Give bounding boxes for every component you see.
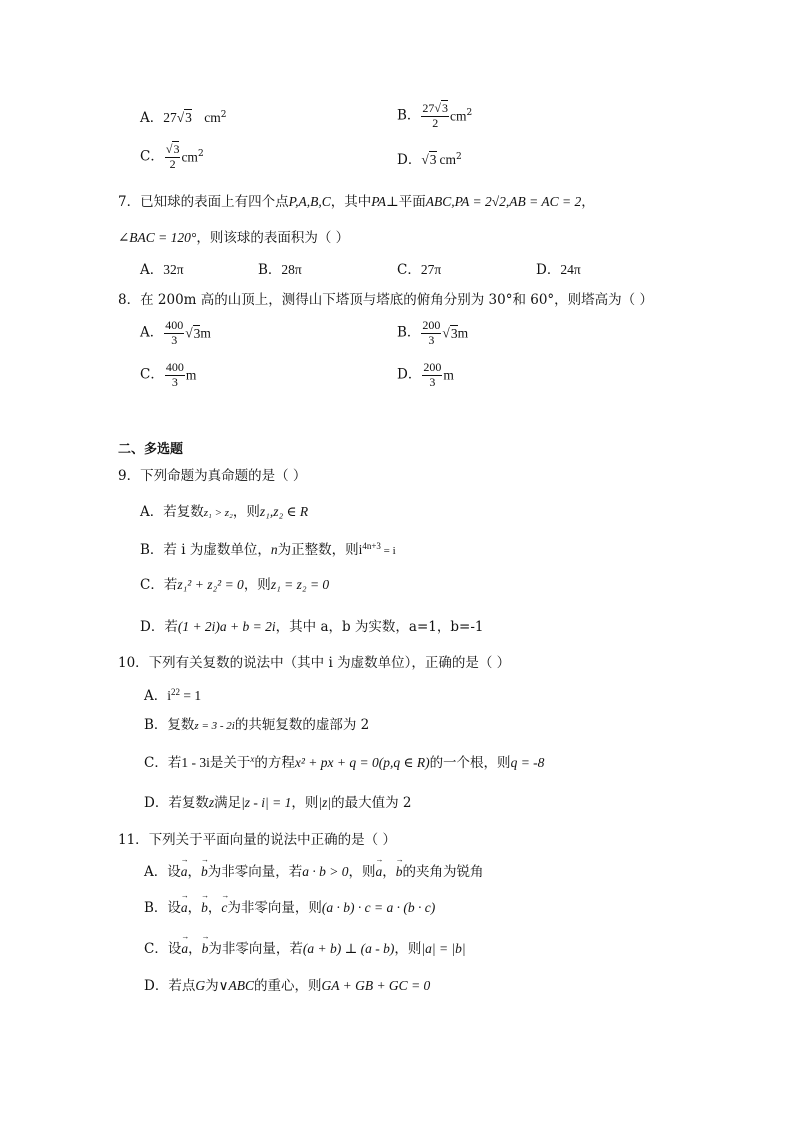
option-text: ，则 — [291, 795, 319, 811]
stem-text: 在 200m 高的山顶上，测得山下塔顶与塔底的俯角分别为 30°和 60°，则塔高为（ ） — [140, 292, 653, 308]
math-expr: q = -8 — [510, 755, 545, 770]
option-label: D． — [397, 152, 422, 168]
radicand: 3 — [450, 325, 458, 341]
denominator: 2 — [432, 115, 439, 130]
option-label: A． — [140, 504, 164, 520]
denominator: 2 — [169, 156, 176, 171]
stem-text: 下列关于平面向量的说法中正确的是（ ） — [148, 832, 396, 848]
option-value: 32π — [163, 262, 184, 277]
fraction: $\frac{27√3}{2}$ — [422, 101, 449, 130]
exponent: 2 — [197, 148, 204, 159]
vector-a: → a — [181, 901, 188, 915]
option-text: 的共轭复数的虚部为 2 — [234, 717, 370, 733]
question-number: 9． — [118, 468, 141, 484]
q9-option-d — [140, 620, 483, 635]
exponent: 2 — [456, 152, 462, 162]
exponent: 2 — [220, 110, 227, 120]
stem-text: 下列有关复数的说法中（其中 i 为虚数单位），正确的是（ ） — [148, 655, 511, 671]
vector-b: → b — [201, 865, 208, 879]
q8-option-a: A． $\frac{400}{3}$ √3m — [140, 318, 211, 347]
math-expr: z₁ = z₂ = 0 — [270, 577, 330, 592]
option-text: ，其中 a，b 为实数，a=1，b=-1 — [275, 619, 484, 635]
unit: m — [185, 367, 197, 383]
math-expr: (a · b) · c = a · (b · c) — [321, 900, 436, 915]
math-expr: z₁,z₂ ∈ R — [259, 504, 309, 519]
denominator: 3 — [428, 332, 435, 347]
math-expr: |a| = |b| — [421, 941, 466, 956]
option-text: ， — [187, 900, 202, 916]
option-text: 满足 — [214, 795, 242, 811]
option-text: 为非零向量，若 — [207, 864, 303, 880]
math-expr: 1 - 3i — [181, 755, 210, 770]
option-text: 的方程 — [254, 755, 295, 771]
option-label: C． — [140, 148, 164, 165]
option-label: A． — [140, 110, 164, 126]
numerator: 400 — [165, 318, 184, 332]
option-text: 若 i 为虚数单位， — [163, 542, 271, 558]
option-text: 为非零向量，则 — [227, 900, 322, 916]
q10-option-b — [144, 719, 369, 733]
option-label: A． — [140, 262, 164, 278]
option-label: A． — [144, 864, 168, 880]
math-condition: ABC,PA = 2√2,AB = AC = 2 — [425, 194, 582, 209]
exponent: 4n+3 — [362, 541, 381, 551]
fraction — [421, 319, 441, 348]
perp-symbol: ⊥ — [386, 194, 399, 209]
math-pa: PA — [371, 194, 386, 209]
q9-stem — [118, 470, 306, 484]
exponent: 2 — [466, 107, 473, 118]
q9-option-c — [140, 578, 329, 593]
vector-c: → c — [221, 901, 227, 915]
option-label: B． — [258, 262, 282, 278]
question-number: 8． — [118, 292, 141, 308]
option-label: B． — [397, 324, 421, 341]
math-expr: (a + b) ⊥ (a - b) — [302, 941, 395, 956]
option-text: 若 — [164, 619, 178, 635]
option-label: D． — [536, 262, 561, 278]
math-expr: z₁ > z₂ — [203, 507, 233, 519]
vector-b: → b — [201, 901, 208, 915]
unit: m — [200, 325, 211, 341]
numerator: 200 — [422, 318, 441, 332]
option-text: ，则 — [232, 504, 260, 520]
denominator: 3 — [429, 374, 436, 389]
option-text: 若 — [163, 577, 178, 593]
option-label: D． — [144, 978, 169, 994]
q8-stem — [118, 294, 653, 308]
q11-option-a — [144, 865, 484, 880]
option-text: 若点 — [168, 978, 196, 994]
exponent: 22 — [171, 687, 181, 697]
q7-option-b — [258, 263, 302, 278]
unit: cm — [204, 110, 221, 125]
option-label: C． — [140, 366, 164, 383]
q9-option-a — [140, 505, 308, 520]
question-number: 11． — [118, 832, 149, 848]
q6-option-d: D．√3 $cm^2$ — [397, 152, 462, 168]
unit: m — [457, 325, 469, 341]
denominator: 3 — [171, 374, 178, 389]
stem-text: ， — [581, 194, 595, 210]
math-base: i — [358, 542, 363, 557]
math-base: i — [167, 688, 172, 703]
option-value: 27π — [420, 262, 442, 277]
option-label: B． — [144, 717, 168, 733]
math-rhs: = 1 — [180, 688, 202, 703]
option-text: ， — [188, 941, 202, 957]
option-text: 为 — [205, 978, 219, 994]
q10-option-c — [144, 756, 544, 771]
math-expr: |z| — [318, 795, 332, 810]
option-text: ，则 — [394, 941, 422, 957]
option-text: 的最大值为 2 — [331, 795, 412, 811]
option-text: 若 — [167, 755, 182, 771]
vector-b: → b — [202, 942, 209, 956]
question-number: 7． — [118, 194, 141, 210]
math-angle: ∠BAC = 120° — [118, 230, 197, 245]
math-points: P,A,B,C — [288, 194, 331, 209]
option-text: ， — [207, 900, 222, 916]
numerator: 400 — [165, 360, 184, 374]
q6-option-a: A．27√3 $cm^2$ — [140, 110, 227, 126]
option-text: 若复数 — [168, 795, 209, 811]
q7-stem-line2 — [118, 231, 349, 246]
math-x: x — [250, 754, 255, 764]
fraction — [422, 361, 442, 390]
option-text: 设 — [167, 864, 181, 880]
math-expr: (1 + 2i)a + b = 2i — [177, 619, 276, 634]
option-text: 设 — [167, 941, 182, 957]
math-g: G — [195, 978, 206, 993]
unit: cm — [439, 152, 456, 167]
math-expr: z = 3 - 2i — [194, 720, 235, 732]
q11-option-c — [144, 942, 466, 957]
math-triangle: ∨ABC — [218, 978, 254, 993]
option-text: 为非零向量，若 — [208, 941, 303, 957]
radicand: 3 — [173, 142, 180, 156]
option-label: C． — [144, 755, 168, 771]
q7-option-c — [397, 263, 441, 278]
option-text: 复数 — [167, 717, 195, 733]
stem-text: ，则该球的表面积为（ ） — [196, 230, 350, 246]
option-label: C． — [140, 577, 164, 593]
option-text: 为正整数，则 — [277, 542, 359, 558]
fraction: $\frac{√3}{2}$ — [165, 142, 180, 171]
unit: cm — [181, 149, 198, 165]
q10-option-d — [144, 796, 411, 811]
option-text: ，则 — [243, 577, 271, 593]
math-expr: |z - i| = 1 — [241, 795, 292, 810]
option-text: 的夹角为锐角 — [402, 864, 484, 880]
option-value: 24π — [560, 262, 581, 277]
q7-option-d — [536, 263, 581, 278]
question-number: 10． — [118, 655, 149, 671]
q7-option-a — [140, 263, 184, 278]
q8-option-d — [397, 361, 454, 390]
option-text: 的一个根，则 — [429, 755, 511, 771]
option-label: B． — [144, 900, 168, 916]
option-label: A． — [144, 688, 168, 704]
vector-a: → a — [376, 865, 383, 879]
option-label: D． — [140, 619, 165, 635]
fraction — [165, 361, 185, 390]
radicand: 3 — [185, 110, 192, 125]
math-expr: a · b > 0 — [302, 864, 349, 879]
option-label: C． — [397, 262, 421, 278]
denominator: 3 — [171, 332, 178, 347]
math-expr: GA + GB + GC = 0 — [321, 978, 431, 993]
q7-stem-line1 — [118, 195, 595, 210]
stem-text: 已知球的表面上有四个点 — [140, 194, 289, 210]
option-text: 若复数 — [163, 504, 204, 520]
option-text: 的重心，则 — [253, 978, 322, 994]
option-label: C． — [144, 941, 168, 957]
vector-a: → a — [181, 865, 188, 879]
fraction — [164, 319, 184, 348]
unit: cm — [450, 108, 467, 124]
math-expr: x² + px + q = 0(p,q ∈ R) — [294, 755, 430, 770]
option-value: 28π — [281, 262, 302, 277]
stem-text: 下列命题为真命题的是（ ） — [140, 468, 307, 484]
option-label: A． — [140, 324, 164, 341]
q11-option-b — [144, 901, 435, 916]
q10-stem — [118, 657, 510, 671]
q11-option-d — [144, 979, 430, 994]
option-label: B． — [140, 542, 164, 558]
option-text: ，则 — [348, 864, 376, 880]
q9-option-b — [140, 543, 396, 558]
radicand: 3 — [442, 101, 449, 115]
option-label: D． — [144, 795, 169, 811]
numerator: 200 — [423, 360, 442, 374]
math-expr: z₁² + z₂² = 0 — [177, 577, 244, 592]
numerator: 27 — [422, 101, 435, 115]
q10-option-a — [144, 689, 201, 704]
radicand: 3 — [193, 325, 201, 341]
option-text: 设 — [167, 900, 181, 916]
stem-text: 平面 — [398, 194, 426, 210]
math-z: z — [208, 795, 215, 810]
vector-a: → a — [181, 942, 188, 956]
option-text: ， — [187, 864, 201, 880]
unit: m — [443, 367, 454, 383]
q6-option-c — [140, 143, 204, 172]
math-rhs: = i — [380, 545, 396, 557]
q8-option-c — [140, 361, 196, 390]
option-label: B． — [397, 107, 421, 124]
q11-stem — [118, 834, 396, 848]
math-n: n — [270, 542, 278, 557]
radicand: 3 — [429, 152, 437, 167]
q6-option-b — [397, 102, 472, 131]
section-title: 二、多选题 — [118, 442, 184, 457]
option-label: D． — [397, 366, 422, 383]
option-text: ， — [382, 864, 396, 880]
stem-text: ，其中 — [330, 194, 372, 210]
option-text: 是关于 — [209, 755, 251, 771]
coef: 27 — [163, 110, 177, 125]
q8-option-b: B． $\frac{200}{3}$ √3m — [397, 318, 469, 347]
vector-b: → b — [396, 865, 403, 879]
